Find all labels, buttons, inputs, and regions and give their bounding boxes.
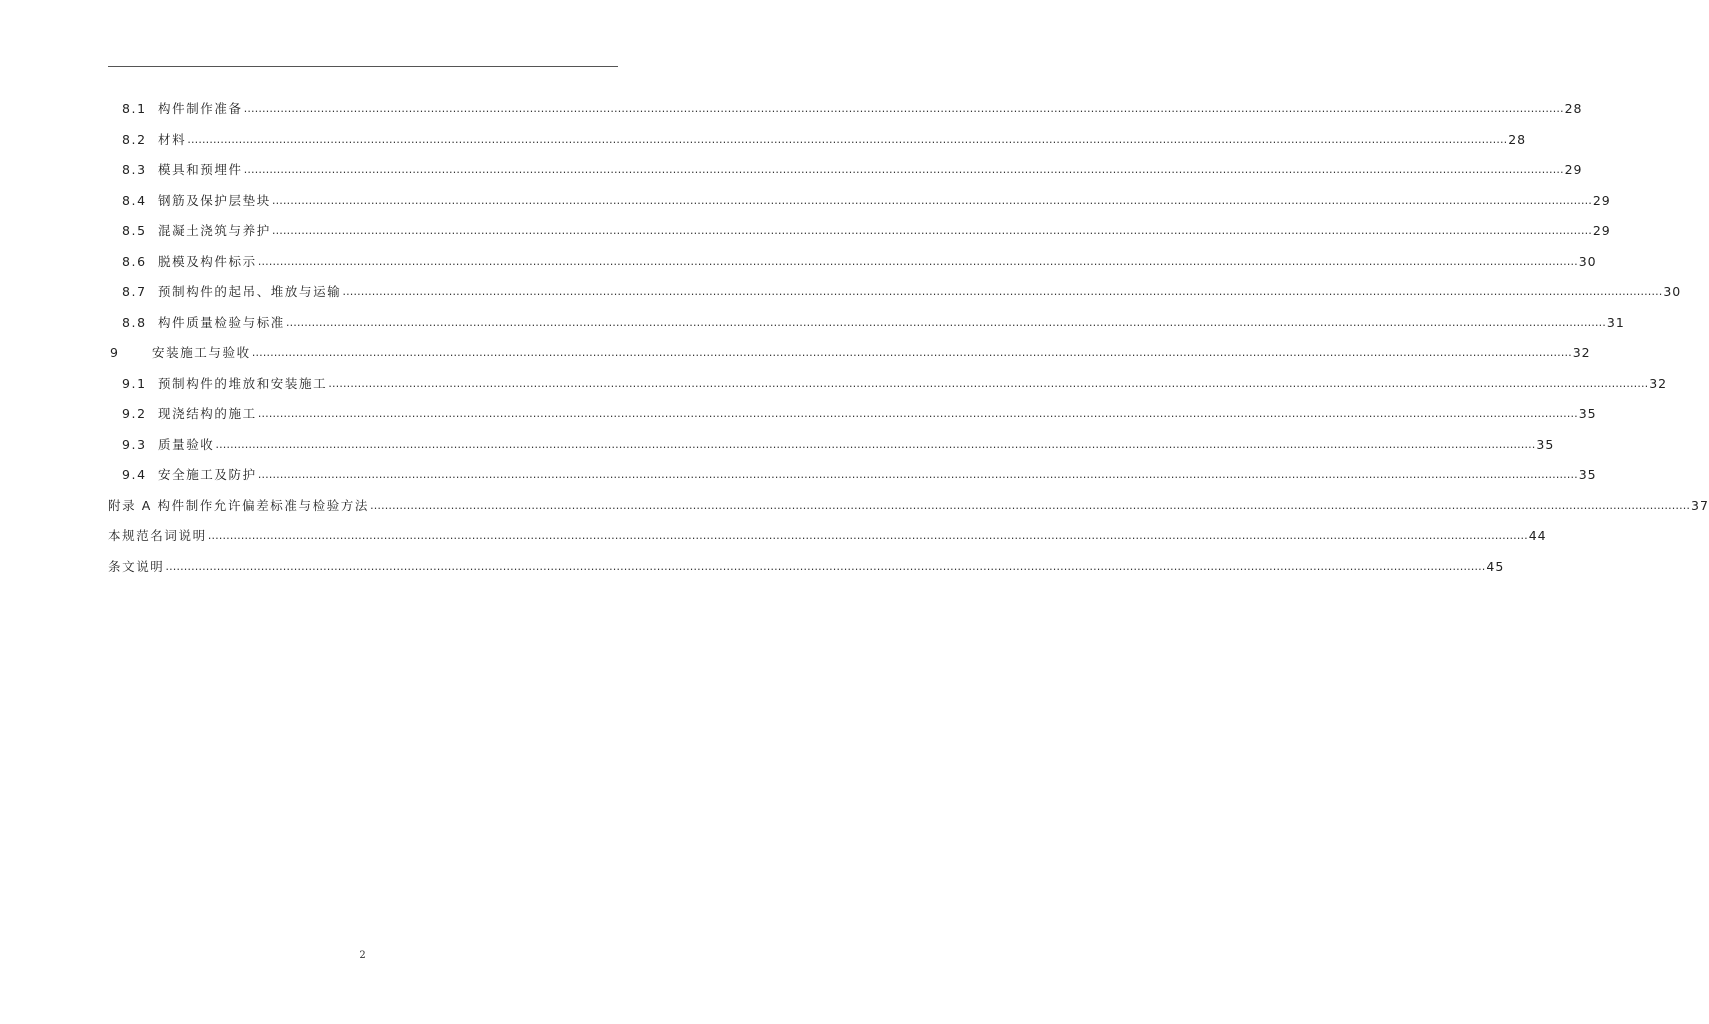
toc-entry-number: 8.4 bbox=[122, 192, 147, 208]
toc-entry[interactable] bbox=[0, 369, 1668, 400]
toc-entry-page: 28 bbox=[1508, 131, 1527, 147]
toc-entry-page: 37 bbox=[1691, 497, 1709, 513]
toc-entry[interactable] bbox=[0, 338, 1591, 369]
toc-entry-title: 安全施工及防护 bbox=[158, 467, 257, 483]
toc-leader-dots: ……………………………………………………………………………………………………………………………………………………………………………………………………………………………………………………………………………………………………………………………… bbox=[187, 132, 1508, 146]
toc-entry[interactable] bbox=[0, 430, 1555, 461]
toc-leader-dots: ……………………………………………………………………………………………………………………………………………………………………………………………………………………………………………………………………………………………………………………………… bbox=[285, 315, 1606, 329]
toc-entry-title: 本规范名词说明 bbox=[108, 528, 207, 544]
toc-entry-page: 44 bbox=[1528, 528, 1547, 544]
toc-entry-page: 32 bbox=[1649, 375, 1668, 391]
toc-leader-dots: ……………………………………………………………………………………………………………………………………………………………………………………………………………………………………………………………………………………………………………………………… bbox=[257, 407, 1578, 421]
toc-entry[interactable] bbox=[0, 155, 1583, 186]
toc-entry[interactable] bbox=[0, 277, 1682, 308]
toc-entry[interactable] bbox=[0, 552, 1505, 583]
toc-entry[interactable] bbox=[0, 521, 1547, 552]
toc-leader-dots: ……………………………………………………………………………………………………………………………………………………………………………………………………………………………………………………………………………………………………………………………… bbox=[165, 559, 1486, 573]
toc-leader-dots: ……………………………………………………………………………………………………………………………………………………………………………………………………………………………………………………………………………………………………………………………… bbox=[328, 376, 1649, 390]
toc-entry-title: 钢筋及保护层垫块 bbox=[158, 192, 271, 208]
toc-entry-title: 预制构件的起吊、堆放与运输 bbox=[158, 284, 342, 300]
toc-entry-title: 预制构件的堆放和安装施工 bbox=[158, 375, 328, 391]
toc-entry-page: 29 bbox=[1592, 192, 1611, 208]
toc-entry[interactable] bbox=[0, 247, 1597, 278]
toc-entry-number: 9.2 bbox=[122, 406, 147, 422]
toc-entry-page: 32 bbox=[1572, 345, 1591, 361]
toc-entry[interactable] bbox=[0, 216, 1611, 247]
toc-entry-number: 8.1 bbox=[122, 101, 147, 117]
toc-entry-page: 29 bbox=[1564, 162, 1583, 178]
toc-entry[interactable] bbox=[0, 308, 1625, 339]
toc-entry[interactable] bbox=[0, 125, 1527, 156]
header-rule bbox=[108, 66, 618, 67]
toc-entry-page: 35 bbox=[1536, 436, 1555, 452]
toc-leader-dots: ……………………………………………………………………………………………………………………………………………………………………………………………………………………………………………………………………………………………………………………………… bbox=[215, 437, 1536, 451]
toc-entry-title: 质量验收 bbox=[158, 436, 215, 452]
toc-leader-dots: ……………………………………………………………………………………………………………………………………………………………………………………………………………………………………………………………………………………………………………………………… bbox=[370, 498, 1690, 512]
toc-entry-title: 材料 bbox=[158, 131, 187, 147]
toc-entry-number: 9.3 bbox=[122, 436, 147, 452]
toc-entry-page: 31 bbox=[1606, 314, 1625, 330]
toc-leader-dots: ……………………………………………………………………………………………………………………………………………………………………………………………………………………………………………………………………………………………………………………………… bbox=[342, 285, 1663, 299]
toc-leader-dots: ……………………………………………………………………………………………………………………………………………………………………………………………………………………………………………………………………………………………………………………………… bbox=[243, 102, 1564, 116]
toc-entry-title: 附录 A 构件制作允许偏差标准与检验方法 bbox=[108, 497, 369, 513]
toc-leader-dots: ……………………………………………………………………………………………………………………………………………………………………………………………………………………………………………………………………………………………………………………………… bbox=[257, 468, 1578, 482]
toc-entry-page: 28 bbox=[1564, 101, 1583, 117]
toc-entry-title: 构件质量检验与标准 bbox=[158, 314, 285, 330]
toc-entry-title: 条文说明 bbox=[108, 558, 165, 574]
toc-entry-number: 9.1 bbox=[122, 375, 147, 391]
toc-entry-title: 混凝土浇筑与养护 bbox=[158, 223, 271, 239]
toc-entry-number: 8.8 bbox=[122, 314, 147, 330]
toc-entry-page: 30 bbox=[1578, 253, 1597, 269]
toc-entry-number: 8.7 bbox=[122, 284, 147, 300]
toc-leader-dots: ……………………………………………………………………………………………………………………………………………………………………………………………………………………………………………………………………………………………………………………………… bbox=[251, 346, 1572, 360]
page-number: 2 bbox=[359, 950, 366, 961]
toc-entry-title: 构件制作准备 bbox=[158, 101, 243, 117]
toc-entry-page: 35 bbox=[1578, 406, 1597, 422]
toc-leader-dots: ……………………………………………………………………………………………………………………………………………………………………………………………………………………………………………………………………………………………………………………………… bbox=[271, 224, 1592, 238]
toc-entry-page: 45 bbox=[1486, 558, 1505, 574]
toc-leader-dots: ……………………………………………………………………………………………………………………………………………………………………………………………………………………………………………………………………………………………………………………………… bbox=[257, 254, 1578, 268]
toc-entry[interactable] bbox=[0, 94, 1583, 125]
toc-entry-page: 30 bbox=[1663, 284, 1682, 300]
toc-entry-title: 安装施工与验收 bbox=[152, 345, 251, 361]
toc-entry[interactable] bbox=[0, 491, 1709, 522]
toc-leader-dots: ……………………………………………………………………………………………………………………………………………………………………………………………………………………………………………………………………………………………………………………………… bbox=[271, 193, 1592, 207]
table-of-contents bbox=[0, 94, 1709, 582]
toc-entry-title: 脱模及构件标示 bbox=[158, 253, 257, 269]
toc-entry-number: 8.3 bbox=[122, 162, 147, 178]
toc-entry-number: 9.4 bbox=[122, 467, 147, 483]
toc-entry[interactable] bbox=[0, 186, 1611, 217]
toc-entry-title: 现浇结构的施工 bbox=[158, 406, 257, 422]
toc-entry-number: 9 bbox=[110, 345, 120, 361]
toc-leader-dots: ……………………………………………………………………………………………………………………………………………………………………………………………………………………………………………………………………………………………………………………………… bbox=[243, 163, 1564, 177]
toc-entry-number: 8.5 bbox=[122, 223, 147, 239]
toc-entry-page: 29 bbox=[1592, 223, 1611, 239]
toc-entry-title: 模具和预埋件 bbox=[158, 162, 243, 178]
toc-entry-number: 8.2 bbox=[122, 131, 147, 147]
toc-entry[interactable] bbox=[0, 460, 1597, 491]
toc-leader-dots: ……………………………………………………………………………………………………………………………………………………………………………………………………………………………………………………………………………………………………………………………… bbox=[207, 529, 1528, 543]
toc-entry-number: 8.6 bbox=[122, 253, 147, 269]
toc-entry[interactable] bbox=[0, 399, 1597, 430]
toc-entry-page: 35 bbox=[1578, 467, 1597, 483]
